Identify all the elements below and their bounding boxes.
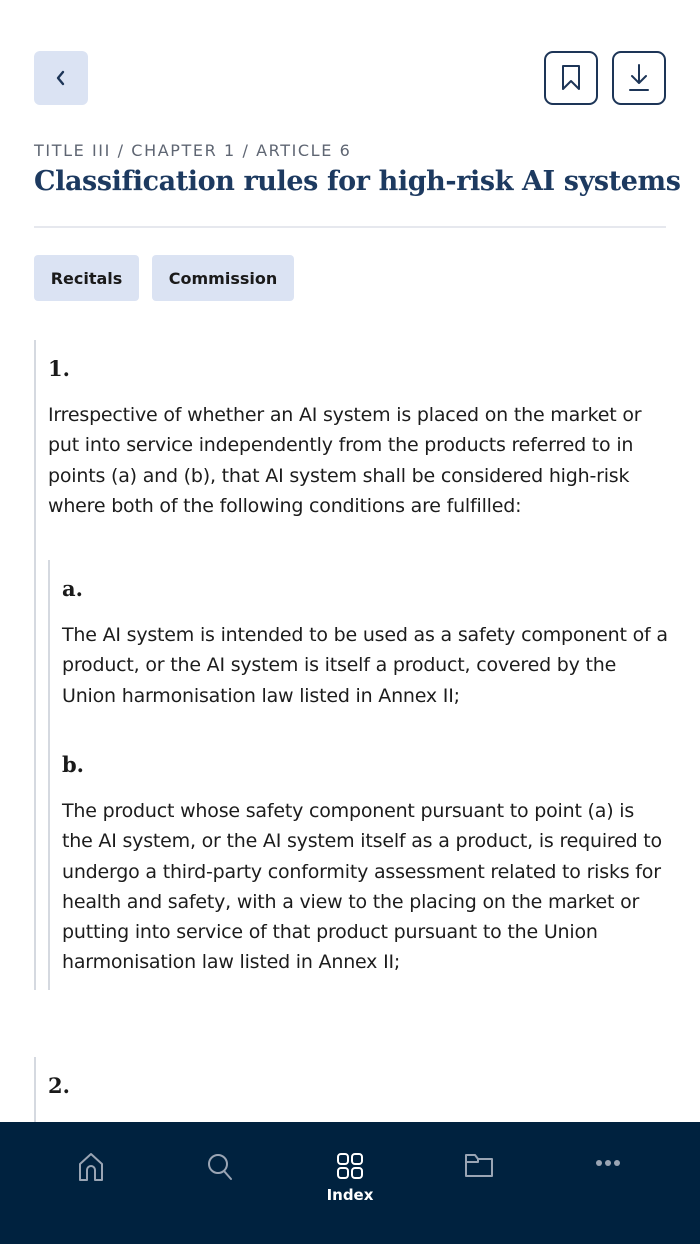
paragraph-2 [34, 1057, 666, 1127]
page-title: Classification rules for high-risk AI systems [34, 166, 681, 197]
nav-home[interactable] [51, 1152, 131, 1182]
point-label: b. [62, 752, 84, 777]
nav-more[interactable] [568, 1158, 648, 1168]
nav-search[interactable] [180, 1152, 260, 1182]
points-list [48, 560, 668, 990]
home-icon [77, 1152, 105, 1182]
download-icon [627, 63, 651, 93]
point-text: The AI system is intended to be used as a safety component of a product, or the AI system is itself a product, covered by the Union harmonisation law listed in Annex II; [62, 624, 668, 707]
bookmark-button[interactable] [544, 51, 598, 105]
paragraph-number: 1. [48, 356, 70, 381]
point-label: a. [62, 576, 83, 601]
search-icon [206, 1152, 234, 1182]
nav-index-label: Index [326, 1186, 374, 1204]
download-button[interactable] [612, 51, 666, 105]
breadcrumb: TITLE III / CHAPTER 1 / ARTICLE 6 [34, 141, 352, 160]
commission-button[interactable]: Commission [152, 255, 294, 301]
folder-icon [464, 1152, 494, 1178]
paragraph-1 [34, 340, 666, 990]
point-text: The product whose safety component pursuant to point (a) is the AI system, or the AI system itself as a product, is required to undergo a third-party conformity assessment related to risks for health and safety, with a view to the placing on the market or putting into service of that product pursuant to the Union harmonisation law listed in Annex II; [62, 800, 662, 974]
more-icon [595, 1158, 621, 1168]
divider [34, 226, 666, 228]
nav-index[interactable] [310, 1152, 390, 1204]
nav-folder[interactable] [439, 1152, 519, 1178]
paragraph-text: Irrespective of whether an AI system is placed on the market or put into service independently from the products referred to in points (a) and (b), that AI system shall be considered high-risk where both of the following conditions are fulfilled: [48, 404, 642, 517]
back-button[interactable] [34, 51, 88, 105]
chevron-left-icon [54, 69, 68, 87]
recitals-button[interactable]: Recitals [34, 255, 139, 301]
paragraph-number: 2. [48, 1073, 70, 1098]
index-icon [336, 1152, 364, 1180]
bottom-nav [0, 1122, 700, 1244]
bookmark-icon [560, 64, 582, 92]
